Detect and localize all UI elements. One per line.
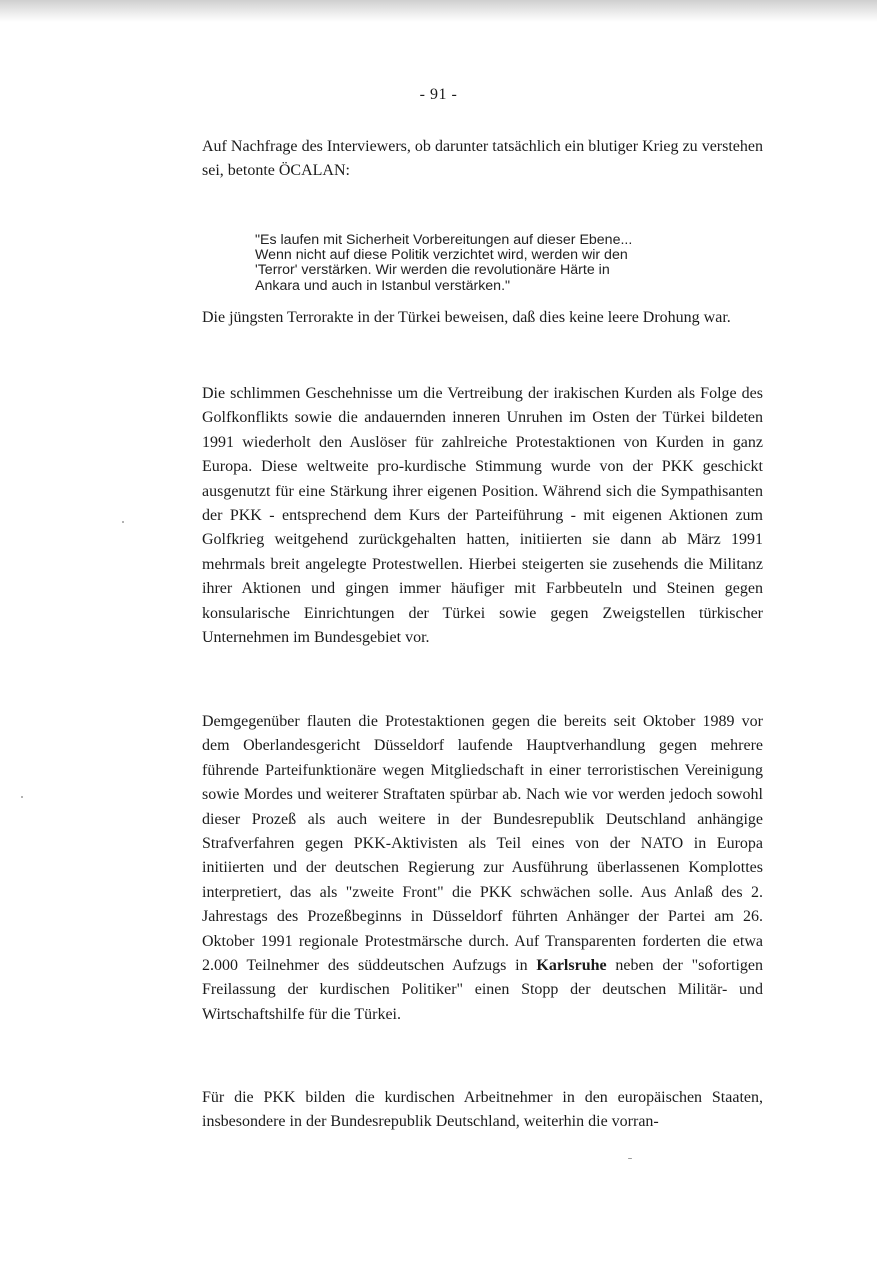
quote-line: Ankara und auch in Istanbul verstärken." — [255, 277, 511, 294]
scan-speck — [122, 521, 124, 523]
paragraph-duesseldorf-trial — [202, 710, 763, 1027]
karlsruhe-bold: Karlsruhe — [536, 957, 607, 975]
scan-top-edge — [0, 0, 877, 22]
quote-line: 'Terror' verstärken. Wir werden die revolutionäre Härte in — [255, 262, 610, 279]
trial-text-after: neben der "sofortigen Freilassung der kurdischen Politiker" einen Stopp der deutschen Militär- und Wirtschaftshilfe für die Türkei. — [202, 957, 763, 1023]
scan-speck — [21, 796, 23, 798]
quote-line: "Es laufen mit Sicherheit Vorbereitungen auf dieser Ebene... — [255, 232, 633, 248]
quote-line: Wenn nicht auf diese Politik verzichtet wird, werden wir den — [255, 247, 628, 264]
paragraph-kurdish-workers: Für die PKK bilden die kurdischen Arbeitnehmer in den europäischen Staaten, insbesondere in der Bundesrepublik Deutschland, weiterhin die vorran- — [202, 1089, 763, 1131]
trial-text-before: Demgegenüber flauten die Protestaktionen gegen die bereits seit Oktober 1989 vor dem Oberlandesgericht Düsseldorf laufende Hauptverhandlung gegen mehrere führende Parteifunktionäre wegen Mitgliedschaft in einer terroristischen Vereinigung sowie Mordes und weiterer Straftaten spürbar ab. Nach wie vor werden jedoch sowohl dieser Prozeß als auch weitere in der Bundesrepublik Deutschland anhängige Strafverfahren gegen PKK-Aktivisten als Teil eines von der NATO in Europa initiierten und der deutschen Regierung zur Ausführung überlassenen Komplottes interpretiert, das als "zweite Front" die PKK schwächen solle. Aus Anlaß des 2. Jahrestags des Prozeßbeginns in Düsseldorf führten Anhänger der Partei am 26. Oktober 1991 regionale Protestmärsche durch. Auf Transparenten forderten die etwa 2.000 Teilnehmer des süddeutschen Aufzugs in — [202, 713, 763, 975]
page-number: - 91 - — [419, 86, 458, 103]
paragraph-protest-waves: Die schlimmen Geschehnisse um die Vertreibung der irakischen Kurden als Folge des Golfkonflikts sowie die andauernden inneren Unruhen im Osten der Türkei bildeten 1991 wiederholt den Auslöser für zahlreiche Protestaktionen von Kurden in ganz Europa. Diese weltweite pro-kurdische Stimmung wurde von der PKK geschickt ausgenutzt für eine Stärkung ihrer eigenen Position. Während sich die Sympathisanten der PKK - entsprechend dem Kurs der Parteiführung - mit eigenen Aktionen zum Golfkrieg weitgehend zurückgehalten hatten, initiierten sie dann ab März 1991 mehrmals breit angelegte Protestwellen. Hierbei steigerten sie zusehends die Militanz ihrer Aktionen und gingen immer häufiger mit Farbbeuteln und Steinen gegen konsularische Einrichtungen der Türkei sowie gegen Zweigstellen türkischer Unternehmen im Bundesgebiet vor. — [202, 385, 763, 647]
paragraph-interview-question: Auf Nachfrage des Interviewers, ob darunter tatsächlich ein blutiger Krieg zu verstehen sei, betonte ÖCALAN: — [202, 138, 763, 180]
paragraph-terror-acts: Die jüngsten Terrorakte in der Türkei beweisen, daß dies keine leere Drohung war. — [202, 309, 731, 326]
ocalan-quote — [255, 233, 725, 294]
scan-speck — [628, 1158, 632, 1159]
